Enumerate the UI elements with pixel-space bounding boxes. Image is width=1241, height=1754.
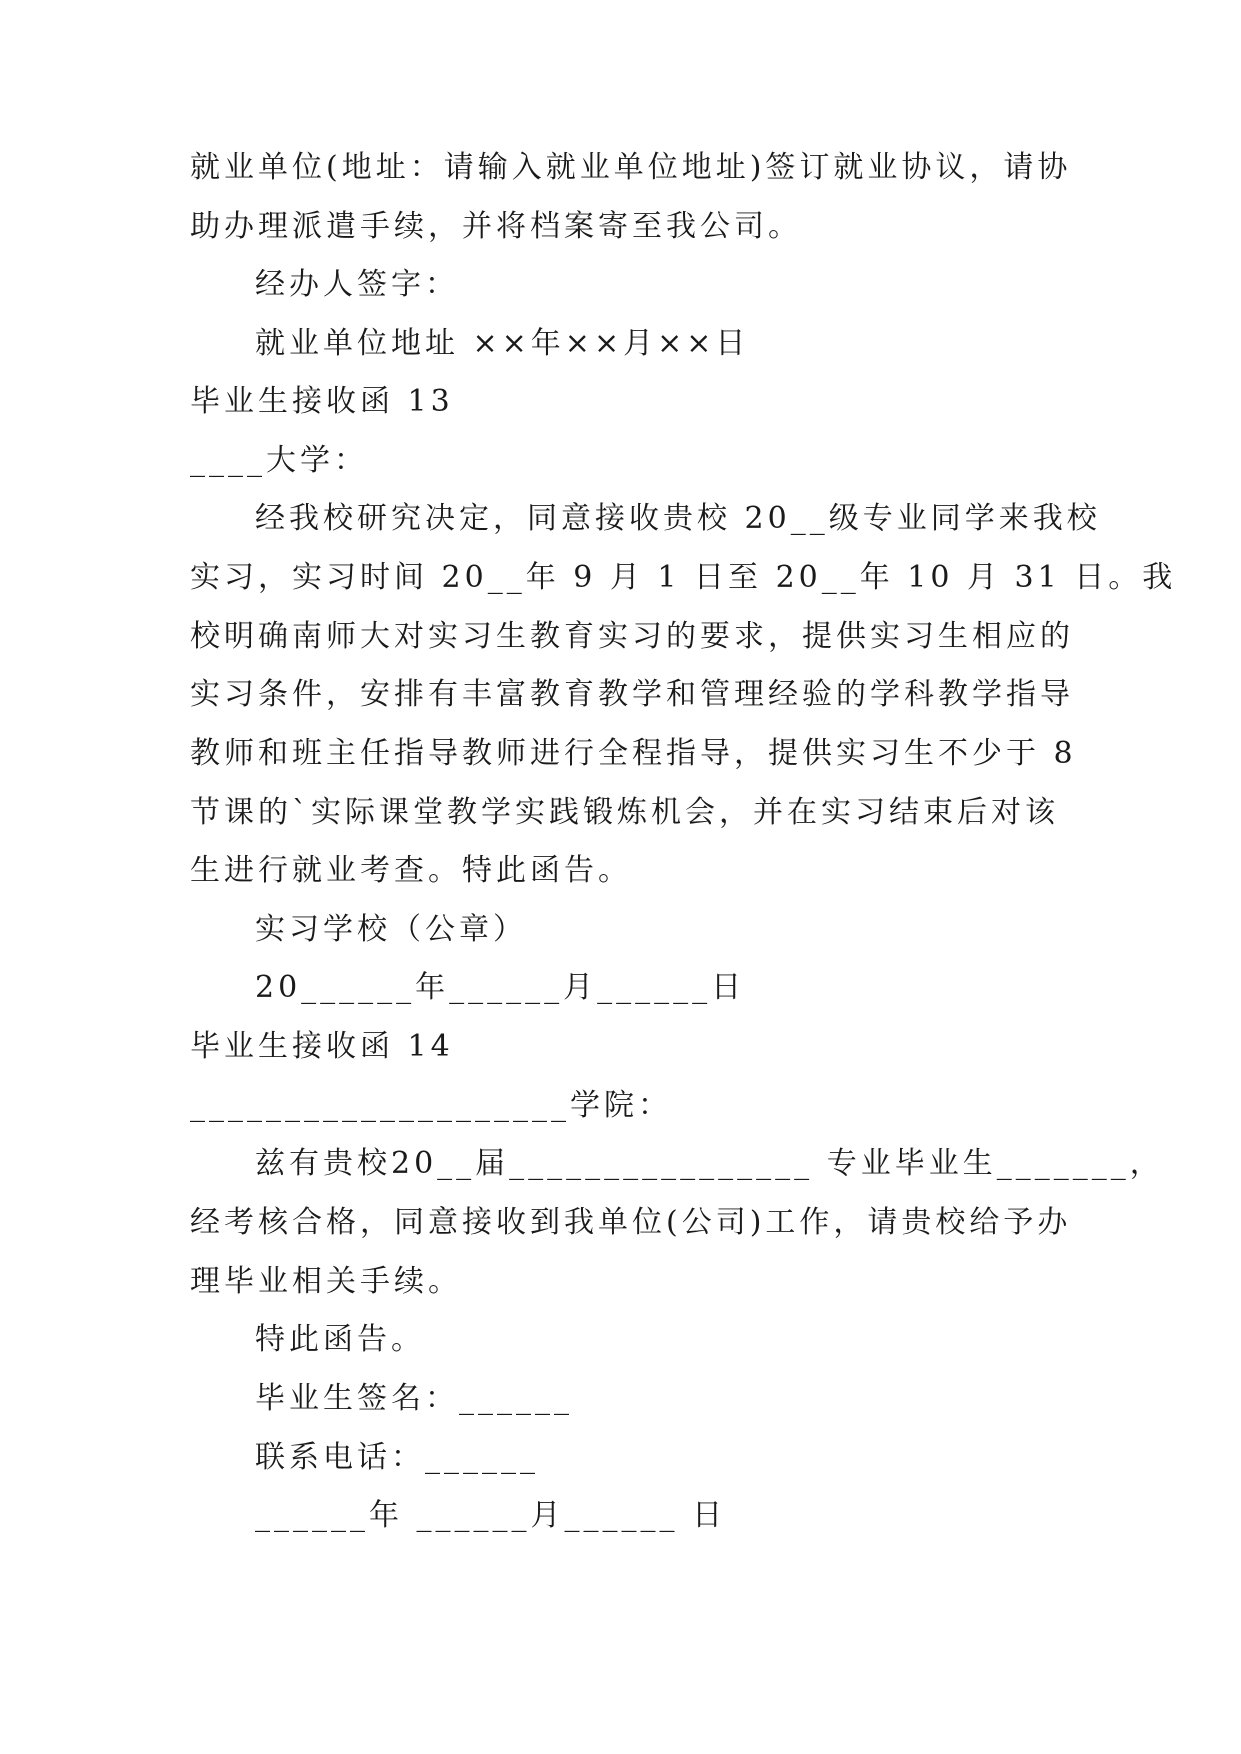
salutation: ____________________学院： <box>190 1088 672 1123</box>
date-line: 20______年______月______日 <box>255 970 746 1005</box>
signature-label: 毕业生签名：______ <box>255 1381 573 1416</box>
closing-line: 特此函告。 <box>255 1322 425 1357</box>
paragraph-line: 实习条件，安排有丰富教育教学和管理经验的学科教学指导 <box>190 677 1074 712</box>
paragraph-line: 理毕业相关手续。 <box>190 1264 462 1299</box>
paragraph-line: 校明确南师大对实习生教育实习的要求，提供实习生相应的 <box>190 619 1074 654</box>
signer-label: 经办人签字： <box>255 267 459 302</box>
seal-label: 实习学校（公章） <box>255 912 527 947</box>
phone-label: 联系电话：______ <box>255 1440 539 1475</box>
paragraph-line: 节课的`实际课堂教学实践锻炼机会，并在实习结束后对该 <box>190 795 1059 830</box>
paragraph-line: 实习，实习时间 20__年 9 月 1 日至 20__年 10 月 31 日。我 <box>190 560 1177 595</box>
paragraph-line: 教师和班主任指导教师进行全程指导，提供实习生不少于 8 <box>190 736 1077 771</box>
address-date-line: 就业单位地址 ××年××月××日 <box>255 326 750 361</box>
paragraph-line: 生进行就业考查。特此函告。 <box>190 853 632 888</box>
paragraph-line: 就业单位(地址：请输入就业单位地址)签订就业协议，请协 <box>190 150 1072 185</box>
paragraph-line: 兹有贵校20__届________________ 专业毕业生_______， <box>255 1146 1164 1181</box>
paragraph-line: 经我校研究决定，同意接收贵校 20__级专业同学来我校 <box>255 501 1101 536</box>
section-heading: 毕业生接收函 13 <box>190 384 454 419</box>
section-heading: 毕业生接收函 14 <box>190 1029 454 1064</box>
paragraph-line: 经考核合格，同意接收到我单位(公司)工作，请贵校给予办 <box>190 1205 1072 1240</box>
date-line: ______年 ______月______ 日 <box>255 1498 727 1533</box>
salutation: ____大学： <box>190 443 368 478</box>
paragraph-line: 助办理派遣手续，并将档案寄至我公司。 <box>190 209 802 244</box>
